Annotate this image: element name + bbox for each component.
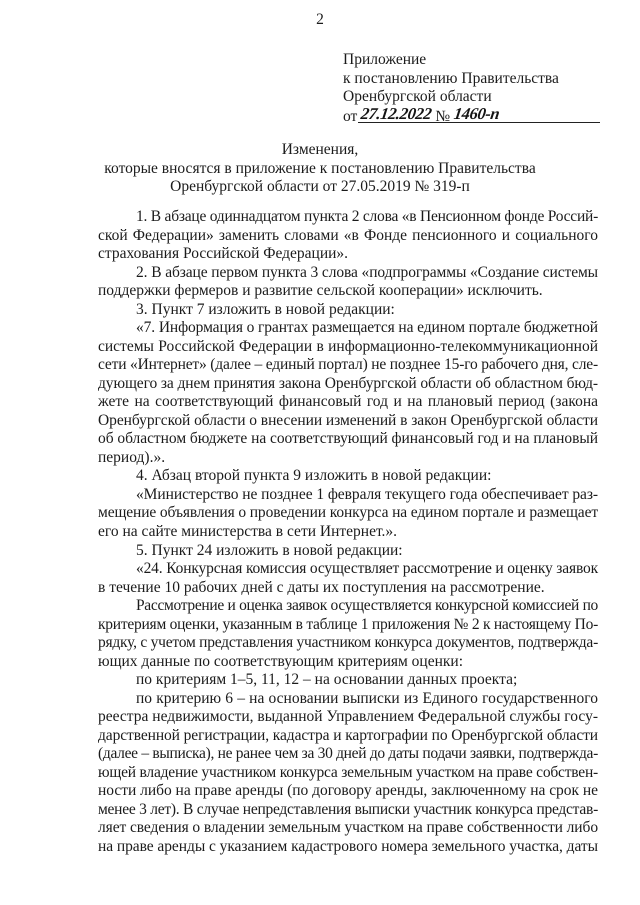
appendix-header bbox=[343, 51, 603, 131]
body-line: дующего за днем принятия закона Оренбургской области об областном бюд- bbox=[98, 374, 598, 392]
body-line: жете на соответствующий финансовый год и на плановый период (закона bbox=[98, 393, 598, 411]
body-line: по критерию 6 – на основании выписки из Единого государственного bbox=[136, 689, 598, 707]
body-line: ности либо на праве аренды (по договору аренды, заключенному на срок не bbox=[98, 782, 599, 800]
handwritten-date: 27.12.2022 bbox=[359, 104, 433, 123]
body-line: Рассмотрение и оценка заявок осуществляется конкурсной комиссией по bbox=[136, 597, 598, 615]
body-line: 2. В абзаце первом пункта 3 слова «подпрограммы «Создание системы bbox=[136, 263, 598, 281]
appendix-label: Приложение bbox=[343, 51, 427, 68]
title-line-1: Изменения, bbox=[281, 141, 359, 158]
date-prefix: от bbox=[343, 108, 358, 125]
body-line: (далее – выписка), не ранее чем за 30 дней до даты подачи заявки, подтвержда- bbox=[98, 745, 598, 763]
body-line: Оренбургской области о внесении изменений в закон Оренбургской области bbox=[98, 411, 598, 429]
body-line: «7. Информация о грантах размещается на едином портале бюджетной bbox=[136, 319, 598, 337]
title-line-2: которые вносятся в приложение к постановлению Правительства bbox=[104, 159, 536, 177]
body-line: менее 3 лет). В случае непредставления выписки участник конкурса представ- bbox=[98, 800, 598, 818]
body-line: «Министерство не позднее 1 февраля текущего года обеспечивает раз- bbox=[136, 485, 598, 503]
approval-date-line bbox=[343, 104, 501, 126]
title-line-3: Оренбургской области от 27.05.2019 № 319-п bbox=[170, 178, 470, 195]
appendix-resolution-line: к постановлению Правительства bbox=[343, 69, 559, 87]
body-line: по критериям 1–5, 11, 12 – на основании данных проекта; bbox=[136, 671, 518, 689]
body-line: ской Федерации» заменить словами «в Фонде пенсионного и социального bbox=[98, 226, 598, 244]
appendix-region-line: Оренбургской области bbox=[343, 88, 492, 105]
body-line: критериям оценки, указанным в таблице 1 приложения № 2 к настоящему По- bbox=[98, 615, 598, 633]
body-line: дарственной регистрации, кадастра и картографии по Оренбургской области bbox=[98, 726, 598, 744]
handwritten-number: 1460-п bbox=[452, 104, 501, 123]
body-text bbox=[98, 208, 598, 868]
body-line: реестра недвижимости, выданной Управлением Федеральной службы госу- bbox=[98, 708, 598, 726]
body-line: 3. Пункт 7 изложить в новой редакции: bbox=[136, 300, 395, 318]
body-line: поддержки фермеров и развитие сельской кооперации» исключить. bbox=[98, 282, 543, 300]
body-line: мещение объявления о проведении конкурса на едином портале и размещает bbox=[98, 504, 598, 522]
date-underline bbox=[358, 122, 600, 123]
body-line: на праве аренды с указанием кадастрового номера земельного участка, даты bbox=[98, 838, 598, 856]
body-line: «24. Конкурсная комиссия осуществляет рассмотрение и оценку заявок bbox=[136, 560, 598, 578]
body-line: ющих данные по соответствующим критериям оценки: bbox=[98, 652, 464, 670]
document-title bbox=[0, 141, 640, 201]
body-line: ляет сведения о владении земельным участком на праве собственности либо bbox=[98, 819, 598, 837]
body-line: сети «Интернет» (далее – единый портал) не позднее 15-го рабочего дня, сле- bbox=[98, 356, 598, 374]
body-line: его на сайте министерства в сети Интернет.». bbox=[98, 523, 398, 540]
body-line: системы Российской Федерации в информационно-телекоммуникационной bbox=[98, 337, 598, 355]
body-line: 1. В абзаце одиннадцатом пункта 2 слова «в Пенсионном фонде Россий- bbox=[136, 208, 598, 225]
body-line: ющей владение участником конкурса земельным участком на праве собствен- bbox=[98, 763, 598, 781]
number-sign: № bbox=[435, 108, 451, 125]
body-line: 5. Пункт 24 изложить в новой редакции: bbox=[136, 541, 403, 559]
page-number: 2 bbox=[316, 11, 324, 28]
body-line: период).». bbox=[98, 448, 166, 466]
body-line: 4. Абзац второй пункта 9 изложить в новой редакции: bbox=[136, 467, 492, 485]
body-line: рядку, с учетом представления участником конкурса документов, подтвержда- bbox=[98, 634, 598, 652]
body-line: страхования Российской Федерации». bbox=[98, 245, 349, 263]
body-line: об областном бюджете на соответствующий финансовый год и на плановый bbox=[98, 430, 598, 448]
body-line: в течение 10 рабочих дней с даты их поступления на рассмотрение. bbox=[98, 578, 545, 596]
